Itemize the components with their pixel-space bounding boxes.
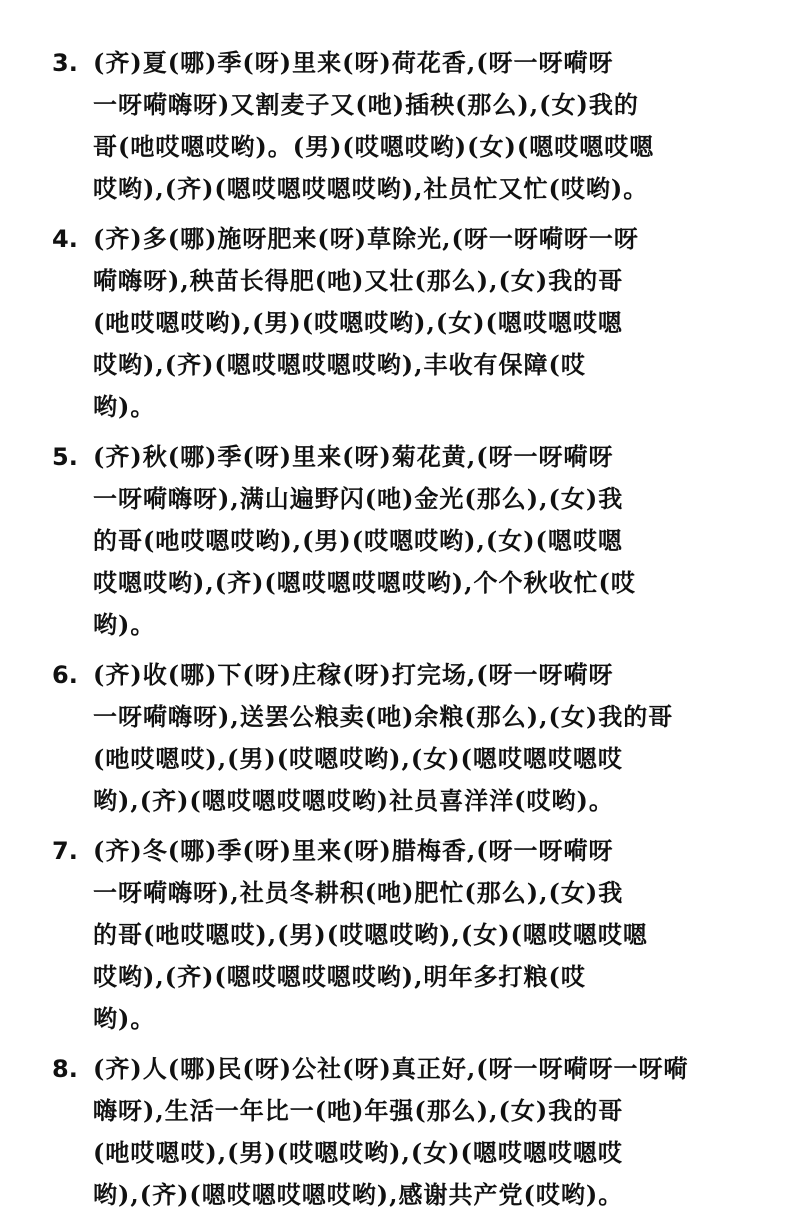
verse-line: (齐)夏(哪)季(呀)里来(呀)荷花香,(呀一呀嗬呀 <box>93 48 614 77</box>
verse-line: (吔哎嗯哎),(男)(哎嗯哎哟),(女)(嗯哎嗯哎嗯哎 <box>93 1138 623 1167</box>
verse-line: 一呀嗬嗨呀)又割麦子又(吔)插秧(那么),(女)我的 <box>93 90 639 119</box>
verse-number: 5. <box>52 443 78 471</box>
verse-number: 3. <box>52 49 78 77</box>
verse-line: 哟),(齐)(嗯哎嗯哎嗯哎哟)社员喜洋洋(哎哟)。 <box>93 786 614 815</box>
verse-number: 4. <box>52 225 78 253</box>
verse-text <box>93 218 750 428</box>
verse-text <box>93 436 750 646</box>
verse-number: 8. <box>52 1055 78 1083</box>
verse-line: 嗬嗨呀),秧苗长得肥(吔)又壮(那么),(女)我的哥 <box>93 266 624 295</box>
verse-text <box>93 1048 750 1216</box>
verse-line: 的哥(吔哎嗯哎哟),(男)(哎嗯哎哟),(女)(嗯哎嗯 <box>93 526 623 555</box>
verse-line: 嗨呀),生活一年比一(吔)年强(那么),(女)我的哥 <box>93 1096 624 1125</box>
verse-line: (齐)收(哪)下(呀)庄稼(呀)打完场,(呀一呀嗬呀 <box>93 660 614 689</box>
verse-text <box>93 42 750 210</box>
verse-line: 哎哟),(齐)(嗯哎嗯哎嗯哎哟),明年多打粮(哎 <box>93 962 586 991</box>
verse-3 <box>0 42 800 210</box>
verse-line: (齐)人(哪)民(呀)公社(呀)真正好,(呀一呀嗬呀一呀嗬 <box>93 1054 689 1083</box>
verse-number: 7. <box>52 837 78 865</box>
verse-line: 的哥(吔哎嗯哎),(男)(哎嗯哎哟),(女)(嗯哎嗯哎嗯 <box>93 920 648 949</box>
verse-line: 哥(吔哎嗯哎哟)。(男)(哎嗯哎哟)(女)(嗯哎嗯哎嗯 <box>93 132 655 161</box>
verse-line: 一呀嗬嗨呀),送罢公粮卖(吔)余粮(那么),(女)我的哥 <box>93 702 674 731</box>
verse-line: 哎哟),(齐)(嗯哎嗯哎嗯哎哟),社员忙又忙(哎哟)。 <box>93 174 649 203</box>
verse-text <box>93 654 750 822</box>
verse-line: 哟),(齐)(嗯哎嗯哎嗯哎哟),感谢共产党(哎哟)。 <box>93 1180 624 1209</box>
verse-line: 哟)。 <box>93 610 156 639</box>
verse-line: 一呀嗬嗨呀),社员冬耕积(吔)肥忙(那么),(女)我 <box>93 878 624 907</box>
verse-8 <box>0 1048 800 1216</box>
verse-line: 哟)。 <box>93 392 156 421</box>
verse-line: (吔哎嗯哎哟),(男)(哎嗯哎哟),(女)(嗯哎嗯哎嗯 <box>93 308 623 337</box>
verse-line: (齐)冬(哪)季(呀)里来(呀)腊梅香,(呀一呀嗬呀 <box>93 836 614 865</box>
verse-line: 哎嗯哎哟),(齐)(嗯哎嗯哎嗯哎哟),个个秋收忙(哎 <box>93 568 636 597</box>
verse-line: 一呀嗬嗨呀),满山遍野闪(吔)金光(那么),(女)我 <box>93 484 624 513</box>
verse-7 <box>0 830 800 1040</box>
verse-4 <box>0 218 800 428</box>
verse-line: (齐)秋(哪)季(呀)里来(呀)菊花黄,(呀一呀嗬呀 <box>93 442 614 471</box>
verse-text <box>93 830 750 1040</box>
verse-line: 哟)。 <box>93 1004 156 1033</box>
verse-line: (吔哎嗯哎),(男)(哎嗯哎哟),(女)(嗯哎嗯哎嗯哎 <box>93 744 623 773</box>
verse-line: 哎哟),(齐)(嗯哎嗯哎嗯哎哟),丰收有保障(哎 <box>93 350 586 379</box>
verse-6 <box>0 654 800 822</box>
verse-line: (齐)多(哪)施呀肥来(呀)草除光,(呀一呀嗬呀一呀 <box>93 224 639 253</box>
verse-number: 6. <box>52 661 78 689</box>
verse-5 <box>0 436 800 646</box>
